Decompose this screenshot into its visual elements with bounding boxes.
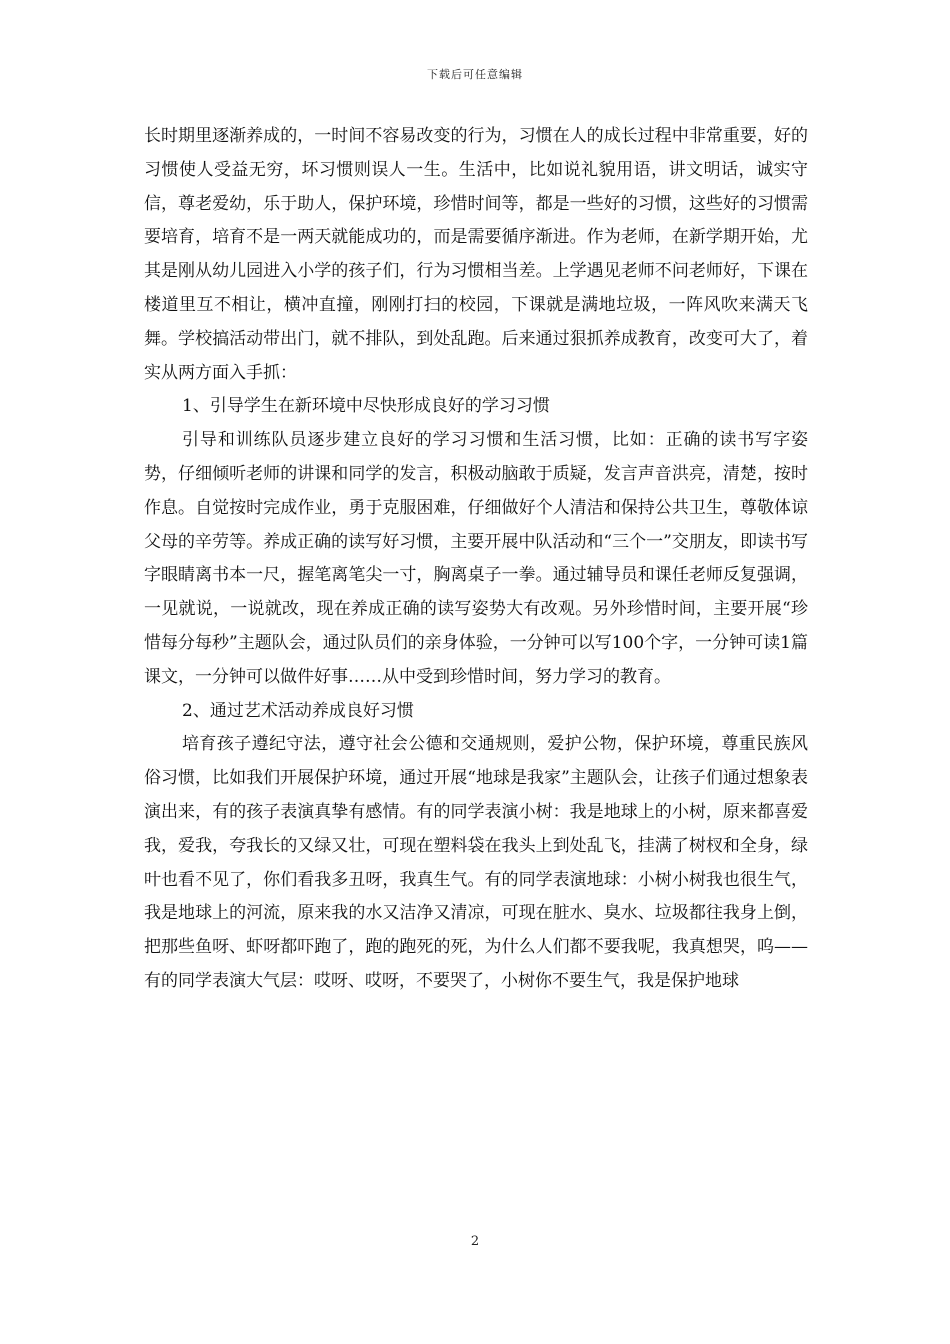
- section-heading-1: 1、引导学生在新环境中尽快形成良好的学习习惯: [182, 396, 550, 417]
- document-body: [144, 120, 808, 999]
- paragraph-intro: 长时期里逐渐养成的，一时间不容易改变的行为，习惯在人的成长过程中非常重要，好的习惯使人受益无穷，坏习惯则误人一生。生活中，比如说礼貌用语，讲文明话，诚实守信，尊老爱幼，乐于助人，保护环境，珍惜时间等，都是一些好的习惯，这些好的习惯需要培育，培育不是一两天就能成功的，而是需要循序渐进。作为老师，在新学期开始，尤其是刚从幼儿园进入小学的孩子们，行为习惯相当差。上学遇见老师不问老师好，下课在楼道里互不相让，横冲直撞，刚刚打扫的校园，下课就是满地垃圾，一阵风吹来满天飞舞。学校搞活动带出门，就不排队，到处乱跑。后来通过狠抓养成教育，改变可大了，着实从两方面入手抓：: [144, 126, 808, 383]
- header-note: 下载后可任意编辑: [427, 68, 523, 81]
- section-heading-2: 2、通过艺术活动养成良好习惯: [182, 700, 414, 721]
- paragraph-learning-habits: 引导和训练队员逐步建立良好的学习习惯和生活习惯，比如：正确的读书写字姿势，仔细倾听老师的讲课和同学的发言，积极动脑敢于质疑，发言声音洪亮，清楚，按时作息。自觉按时完成作业，勇于克服困难，仔细做好个人清洁和保持公共卫生，尊敬体谅父母的辛劳等。养成正确的读写好习惯，主要开展中队活动和“三个一”交朋友，即读书写字眼睛离书本一尺，握笔离笔尖一寸，胸离桌子一拳。通过辅导员和课任老师反复强调，一见就说，一说就改，现在养成正确的读写姿势大有改观。另外珍惜时间，主要开展“珍惜每分每秒”主题队会，通过队员们的亲身体验，一分钟可以写100个字，一分钟可读1篇课文，一分钟可以做件好事……从中受到珍惜时间，努力学习的教育。: [144, 430, 808, 687]
- page-number: 2: [470, 1234, 480, 1249]
- paragraph-art-activities: 培育孩子遵纪守法，遵守社会公德和交通规则，爱护公物，保护环境，尊重民族风俗习惯，比如我们开展保护环境，通过开展“地球是我家”主题队会，让孩子们通过想象表演出来，有的孩子表演真挚有感情。有的同学表演小树：我是地球上的小树，原来都喜爱我，爱我，夸我长的又绿又壮，可现在塑料袋在我头上到处乱飞，挂满了树杈和全身，绿叶也看不见了，你们看我多丑呀，我真生气。有的同学表演地球：小树小树我也很生气，我是地球上的河流，原来我的水又洁净又清凉，可现在脏水、臭水、垃圾都往我身上倒，把那些鱼呀、虾呀都吓跑了，跑的跑死的死，为什么人们都不要我呢，我真想哭，呜——有的同学表演大气层：哎呀、哎呀，不要哭了，小树你不要生气，我是保护地球: [144, 734, 808, 991]
